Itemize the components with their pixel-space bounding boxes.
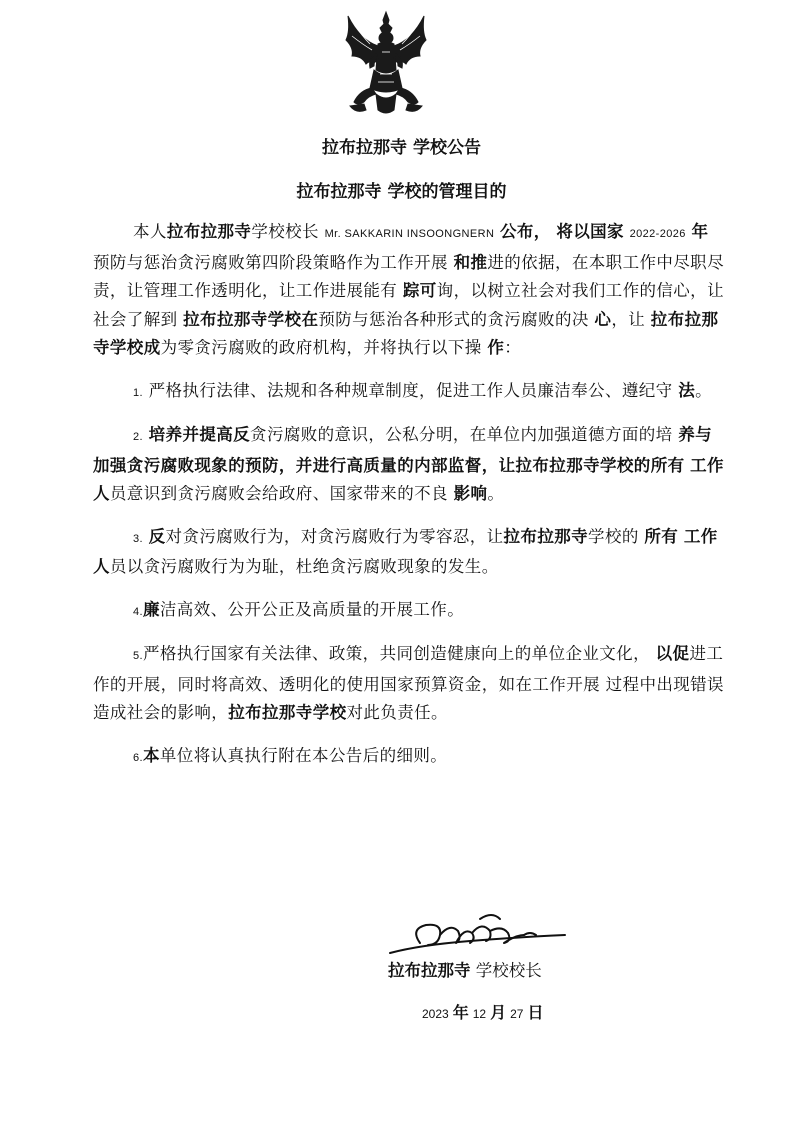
signatory-role: 学校校长	[475, 961, 542, 980]
list-item-4	[93, 596, 725, 627]
intro-text: 作	[487, 338, 505, 357]
item-number: 6.	[133, 751, 143, 764]
item-text: 进工作的开展，同时将高效、透明化的使用国家预算资金，如在工作开展	[93, 644, 724, 694]
intro-text: 询，以树立社会对我们工作的信心，让社会了解到	[93, 281, 724, 329]
school-name: 拉布拉那寺学校	[228, 703, 347, 722]
item-text: 工作人	[93, 455, 724, 503]
item-text: 员意识到贪污腐败会给政府、国家带来的不良	[109, 484, 448, 503]
item-text: 严格执行法律、法规和各种规章制度，促进工作人员廉洁奉公、遵纪守	[148, 380, 673, 400]
intro-text: 将以国家	[556, 222, 624, 241]
announcement-title: 拉布拉那寺 学校公告	[322, 138, 481, 158]
item-text: 反	[148, 526, 166, 546]
school-name: 拉布拉那寺	[515, 455, 600, 475]
intro-text: 年	[691, 222, 709, 241]
intro-text: 本人	[133, 222, 167, 241]
item-text: 工作人	[93, 526, 718, 576]
item-text: 单位将认真执行附在本公告后的细则。	[159, 745, 448, 765]
item-text: 洁高效、公开公正及高质量的开展工作。	[159, 599, 465, 619]
school-name: 拉布拉那寺	[166, 222, 252, 241]
intro-text: 预防与惩治贪污腐败第四阶段策略作为工作开展	[93, 252, 448, 272]
intro-text: 为零贪污腐败的政府机构，并将执行以下操	[160, 338, 482, 357]
item-text: 法	[678, 380, 696, 400]
intro-text: 踪可	[402, 281, 437, 300]
item-text: 培养并提高反	[148, 425, 251, 444]
item-text: 养与	[678, 425, 713, 444]
list-item-5	[93, 640, 725, 728]
item-text: 。	[487, 484, 505, 503]
intro-text: ，让	[611, 309, 646, 329]
item-text: 贪污腐败的意识，公私分明，在单位内加强道德方面的培	[250, 425, 673, 444]
intro-text: 学校校长	[251, 222, 319, 241]
item-text: 以促	[655, 644, 690, 663]
date-day: 27	[510, 1007, 524, 1021]
principal-name: Mr. SAKKARIN INSOONGNERN	[324, 228, 495, 240]
intro-text: 公布，	[499, 222, 551, 241]
item-text: 本	[142, 745, 160, 765]
date-day-unit: 日	[527, 1003, 544, 1022]
strategy-years: 2022-2026	[629, 228, 686, 240]
announcement-body	[93, 218, 725, 772]
school-name: 拉布拉那寺	[388, 961, 471, 980]
item-number: 2.	[133, 431, 143, 443]
garuda-emblem-icon	[340, 10, 432, 118]
item-text: 所有	[644, 526, 679, 546]
school-name: 拉布拉那寺	[503, 526, 589, 546]
list-item-3	[93, 523, 725, 582]
item-text: 。	[695, 380, 713, 400]
item-text: 对贪污腐败行为，对贪污腐败行为零容忍，让	[165, 526, 504, 546]
item-text: 廉	[142, 599, 160, 619]
list-item-1	[93, 377, 725, 408]
school-name: 拉布拉那寺学校成	[93, 309, 719, 357]
item-number: 4.	[133, 605, 143, 618]
announcement-subtitle: 拉布拉那寺 学校的管理目的	[296, 182, 507, 202]
item-text: 影响	[453, 484, 488, 503]
list-item-2	[93, 421, 725, 509]
item-text: 对此负责任。	[346, 703, 448, 722]
date-month-unit: 月	[490, 1003, 507, 1022]
intro-paragraph	[93, 218, 725, 363]
item-text: 过程中出现错误造成社会的影响，	[93, 674, 724, 722]
intro-text: ：	[504, 338, 522, 357]
date-month: 12	[472, 1007, 487, 1021]
list-item-6	[93, 742, 725, 773]
announcement-date	[418, 1000, 543, 1023]
school-name: 拉布拉那寺	[183, 309, 268, 329]
item-text: 加强贪污腐败现象的预防，并进行高质量的内部监督，让	[93, 455, 516, 475]
intro-text: 预防与惩治各种形式的贪污腐败的决	[318, 309, 589, 329]
date-year-unit: 年	[452, 1003, 469, 1022]
item-text: 严格执行国家有关法律、政策，共同创造健康向上的单位企业文化，	[142, 644, 650, 663]
date-year: 2023	[422, 1007, 449, 1021]
item-text: 学校的所有	[600, 455, 685, 475]
intro-text: 和推	[453, 252, 488, 272]
intro-text: 学校在	[267, 309, 319, 329]
intro-text: 进的依据，在本职工作中尽职尽责，让管理工作透明化，让工作进展能有	[93, 252, 724, 300]
item-number: 1.	[133, 386, 143, 399]
item-text: 学校的	[588, 526, 639, 546]
intro-text: 心	[594, 309, 612, 329]
item-number: 3.	[133, 532, 143, 545]
item-text: 员以贪污腐败行为为耻，杜绝贪污腐败现象的发生。	[109, 557, 499, 576]
signatory-title	[388, 957, 542, 981]
item-number: 5.	[133, 650, 143, 662]
handwritten-signature	[380, 905, 610, 965]
